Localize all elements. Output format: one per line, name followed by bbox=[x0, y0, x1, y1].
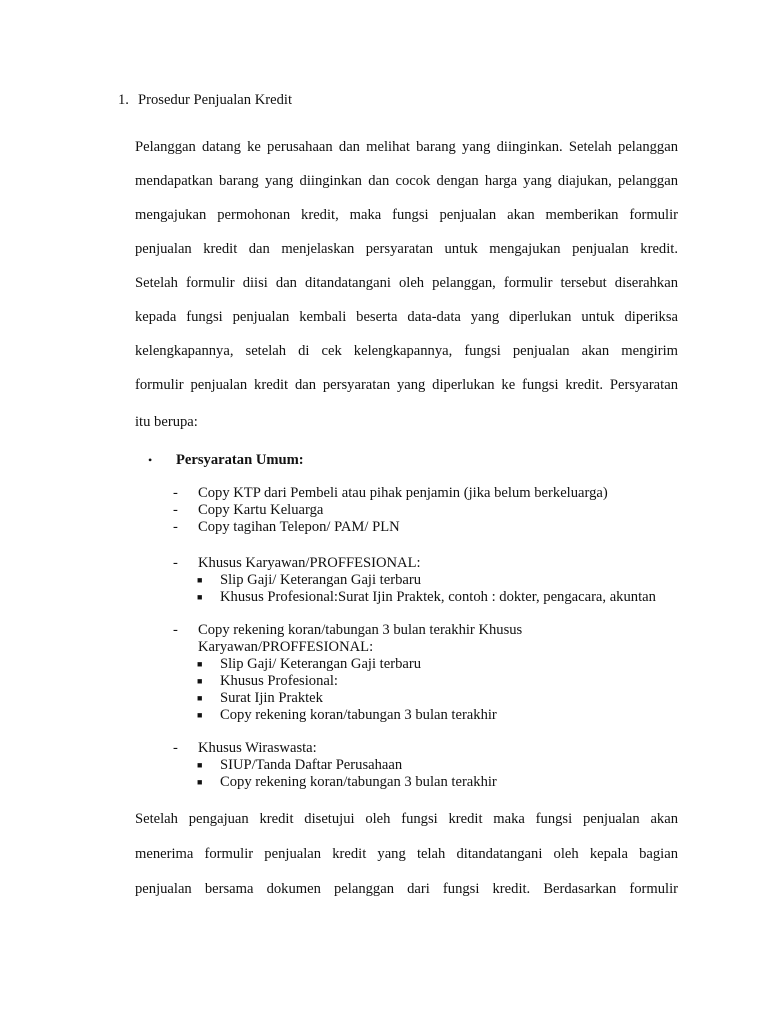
paragraph-line: penjualan bersama dokumen pelanggan dari fungsi kredit. Berdasarkan formulir bbox=[135, 881, 678, 897]
paragraph-line: itu berupa: bbox=[135, 414, 198, 430]
section-number: 1. bbox=[118, 92, 129, 108]
section-heading bbox=[118, 90, 292, 110]
sub-item-text: Khusus Profesional: bbox=[220, 673, 338, 689]
dash-marker: - bbox=[173, 519, 178, 535]
sub-item-text: Khusus Profesional:Surat Ijin Praktek, contoh : dokter, pengacara, akuntan bbox=[220, 589, 656, 605]
dash-marker: - bbox=[173, 740, 178, 756]
paragraph-line: menerima formulir penjualan kredit yang telah ditandatangani oleh kepala bagian bbox=[135, 846, 678, 862]
square-bullet-icon: ■ bbox=[197, 592, 203, 602]
square-bullet-icon: ■ bbox=[197, 676, 203, 686]
bullet-icon: • bbox=[148, 453, 153, 467]
paragraph-line: Pelanggan datang ke perusahaan dan melihat barang yang diinginkan. Setelah pelanggan bbox=[135, 139, 678, 155]
dash-marker: - bbox=[173, 622, 178, 638]
paragraph-line: penjualan kredit dan menjelaskan persyaratan untuk mengajukan penjualan kredit. bbox=[135, 241, 678, 257]
list-item-text: Copy KTP dari Pembeli atau pihak penjamin (jika belum berkeluarga) bbox=[198, 485, 608, 501]
sub-item-text: Surat Ijin Praktek bbox=[220, 690, 323, 706]
sub-item-text: Copy rekening koran/tabungan 3 bulan terakhir bbox=[220, 707, 497, 723]
paragraph-line: Setelah pengajuan kredit disetujui oleh fungsi kredit maka fungsi penjualan akan bbox=[135, 811, 678, 827]
sub-item-text: Slip Gaji/ Keterangan Gaji terbaru bbox=[220, 572, 421, 588]
sub-item-text: SIUP/Tanda Daftar Perusahaan bbox=[220, 757, 403, 773]
square-bullet-icon: ■ bbox=[197, 575, 203, 585]
group-label: Khusus Wiraswasta: bbox=[198, 740, 317, 756]
group-label: Khusus Karyawan/PROFFESIONAL: bbox=[198, 555, 421, 571]
paragraph-line: kelengkapannya, setelah di cek kelengkapannya, fungsi penjualan akan mengirim bbox=[135, 343, 678, 359]
square-bullet-icon: ■ bbox=[197, 777, 203, 787]
dash-marker: - bbox=[173, 485, 178, 501]
requirements-heading bbox=[148, 450, 304, 470]
dash-marker: - bbox=[173, 502, 178, 518]
section-title: Prosedur Penjualan Kredit bbox=[138, 92, 293, 108]
paragraph-line: mendapatkan barang yang diinginkan dan cocok dengan harga yang diajukan, pelanggan bbox=[135, 173, 678, 189]
list-item-text: Copy Kartu Keluarga bbox=[198, 502, 324, 518]
paragraph-line: mengajukan permohonan kredit, maka fungsi penjualan akan memberikan formulir bbox=[135, 207, 678, 223]
group-label: Copy rekening koran/tabungan 3 bulan terakhir Khusus bbox=[198, 622, 523, 638]
paragraph-line: kepada fungsi penjualan kembali beserta data-data yang diperlukan untuk diperiksa bbox=[135, 309, 678, 325]
dash-marker: - bbox=[173, 555, 178, 571]
sub-item-text: Copy rekening koran/tabungan 3 bulan terakhir bbox=[220, 774, 497, 790]
group-label-continuation: Karyawan/PROFFESIONAL: bbox=[198, 639, 374, 655]
sub-item-text: Slip Gaji/ Keterangan Gaji terbaru bbox=[220, 656, 421, 672]
paragraph-line: Setelah formulir diisi dan ditandatangani oleh pelanggan, formulir tersebut diserahkan bbox=[135, 275, 678, 291]
square-bullet-icon: ■ bbox=[197, 760, 203, 770]
square-bullet-icon: ■ bbox=[197, 659, 203, 669]
requirements-title: Persyaratan Umum: bbox=[176, 452, 304, 468]
list-item-text: Copy tagihan Telepon/ PAM/ PLN bbox=[198, 519, 400, 535]
square-bullet-icon: ■ bbox=[197, 693, 203, 703]
square-bullet-icon: ■ bbox=[197, 710, 203, 720]
paragraph-line: formulir penjualan kredit dan persyaratan yang diperlukan ke fungsi kredit. Persyaratan bbox=[135, 377, 678, 393]
